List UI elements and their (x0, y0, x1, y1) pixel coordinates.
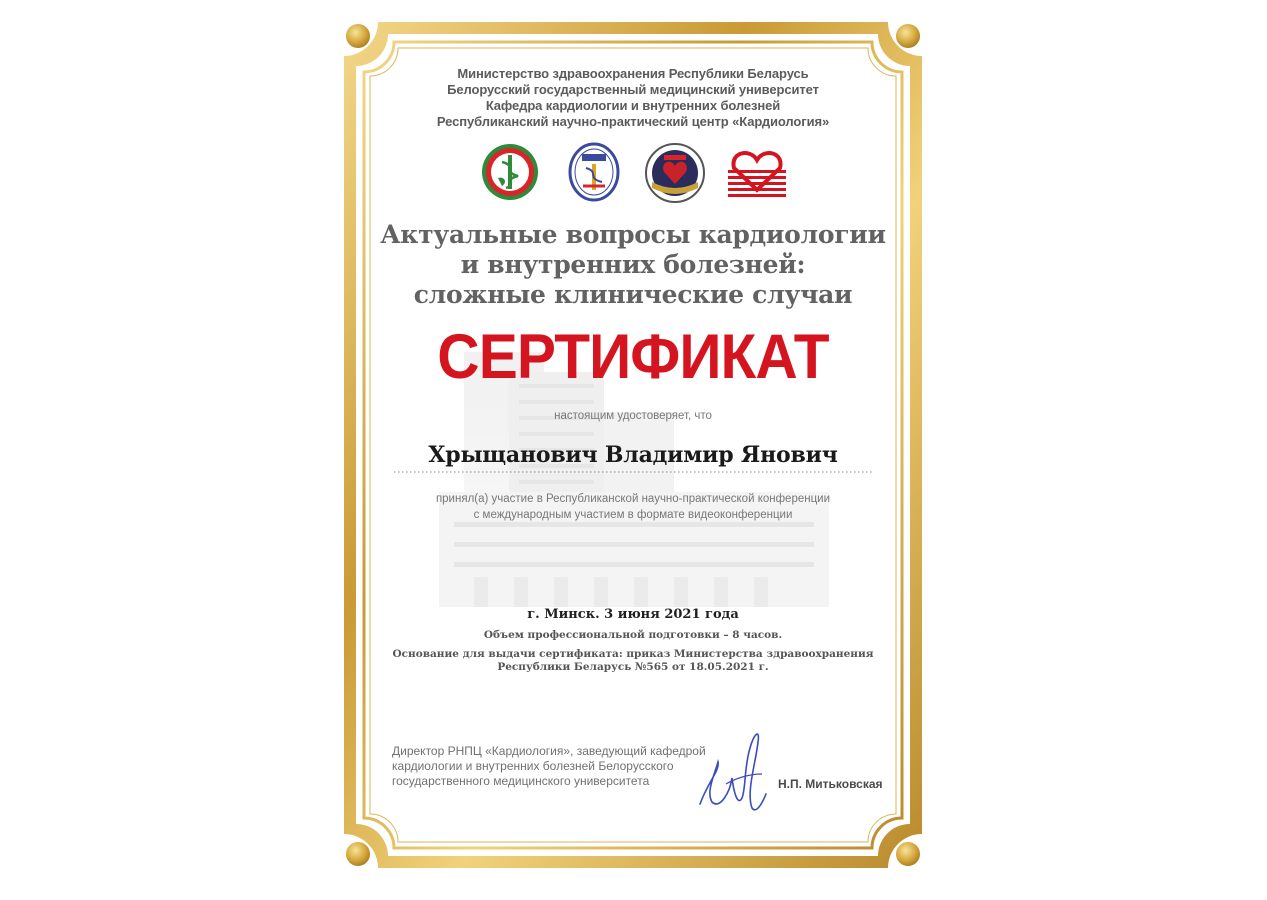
bgmu-emblem-icon (568, 142, 620, 202)
department-name: Кафедра кардиологии и внутренних болезней (485, 98, 781, 113)
participation-line2: с международным участием в формате видеоконференции (473, 509, 793, 521)
training-hours: Объем профессиональной подготовки – 8 часов. (483, 629, 783, 641)
signatory-name: Н.П. Митьковская (778, 777, 883, 791)
ministry-emblem-icon (480, 142, 540, 202)
basis-line1: Основание для выдачи сертификата: приказ Министерства здравоохранения (392, 648, 874, 660)
certifies-text: настоящим удостоверяет, что (554, 410, 712, 422)
cardiology-center-logo-icon (726, 146, 788, 200)
belarus-heart-emblem-icon (644, 142, 706, 204)
signatory-title-line2: кардиологии и внутренних болезней Белорусского (392, 759, 674, 773)
participation-line1: принял(а) участие в Республиканской научно-практической конференции (435, 493, 831, 505)
conference-title-line1: Актуальные вопросы кардиологии (380, 220, 886, 249)
recipient-name: Хрыщанович Владимир Янович (428, 442, 838, 468)
signature-image (690, 722, 780, 817)
ministry-name: Министерство здравоохранения Республики Беларусь (457, 66, 809, 81)
center-name: Республиканский научно-практический центр «Кардиология» (436, 114, 830, 129)
certificate (344, 22, 922, 868)
certificate-heading: СЕРТИФИКАТ (437, 322, 829, 392)
conference-title-line3: сложные клинические случаи (413, 280, 853, 309)
signatory-title-line1: Директор РНПЦ «Кардиология», заведующий кафедрой (392, 744, 706, 758)
conference-title-line2: и внутренних болезней: (460, 250, 806, 279)
signatory-title-line3: государственного медицинского университета (392, 774, 650, 788)
university-name: Белорусский государственный медицинский университет (447, 82, 819, 97)
date-place: г. Минск. 3 июня 2021 года (527, 607, 739, 622)
basis-line2: Республики Беларусь №565 от 18.05.2021 г. (497, 661, 769, 673)
